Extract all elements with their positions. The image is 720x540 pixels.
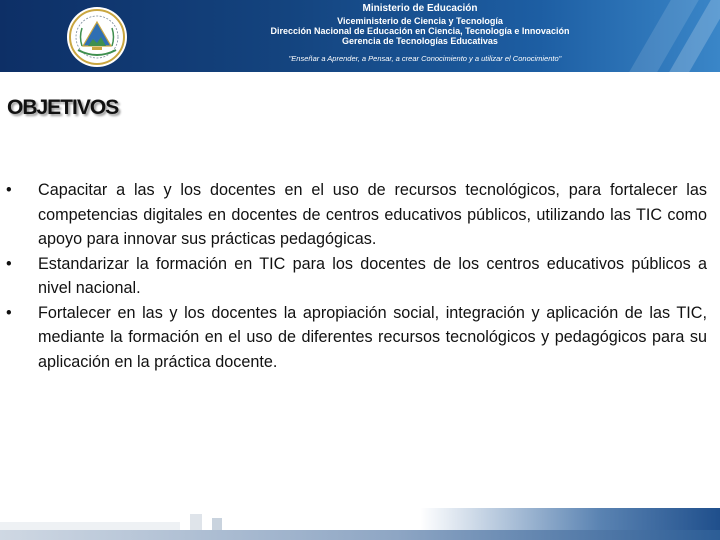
bullet-marker: • <box>6 303 12 322</box>
list-item <box>6 301 707 375</box>
header-banner <box>0 0 720 72</box>
footer-banner <box>0 500 720 540</box>
footer-decoration <box>212 518 222 530</box>
footer-bar <box>0 530 720 540</box>
footer-decoration <box>190 514 202 530</box>
header-motto: "Enseñar a Aprender, a Pensar, a crear Conocimiento y a utilizar el Conocimiento" <box>288 54 562 63</box>
vice-ministry-name: Viceministerio de Ciencia y Tecnología <box>337 16 503 26</box>
objective-text: Capacitar a las y los docentes en el uso de recursos tecnológicos, para fortalecer las competencias digitales en docentes de centros educativos públicos, utilizando las TIC como apoyo para innovar sus prácticas pedagógicas. <box>38 181 707 248</box>
bullet-marker: • <box>6 181 12 199</box>
el-salvador-coat-of-arms-icon <box>66 6 128 68</box>
list-item <box>6 178 707 252</box>
footer-decoration <box>420 508 720 530</box>
footer-decoration <box>0 522 180 530</box>
directorate-name: Dirección Nacional de Educación en Ciencia, Tecnología e Innovación <box>270 26 570 36</box>
objective-text: Fortalecer en las y los docentes la apropiación social, integración y aplicación de las TIC, mediante la formación en el uso de diferentes recursos tecnológicos y pedagógicos para su aplicación en la práctica docente. <box>38 303 707 371</box>
list-item <box>6 252 707 301</box>
objectives-list <box>6 178 707 374</box>
bullet-marker: • <box>6 254 12 273</box>
objective-text: Estandarizar la formación en TIC para los docentes de los centros educativos públicos a nivel nacional. <box>38 254 707 297</box>
header-text <box>230 2 610 46</box>
department-name: Gerencia de Tecnologías Educativas <box>342 36 498 46</box>
ministry-name: Ministerio de Educación <box>362 3 478 14</box>
slide-title: OBJETIVOS <box>7 96 119 119</box>
